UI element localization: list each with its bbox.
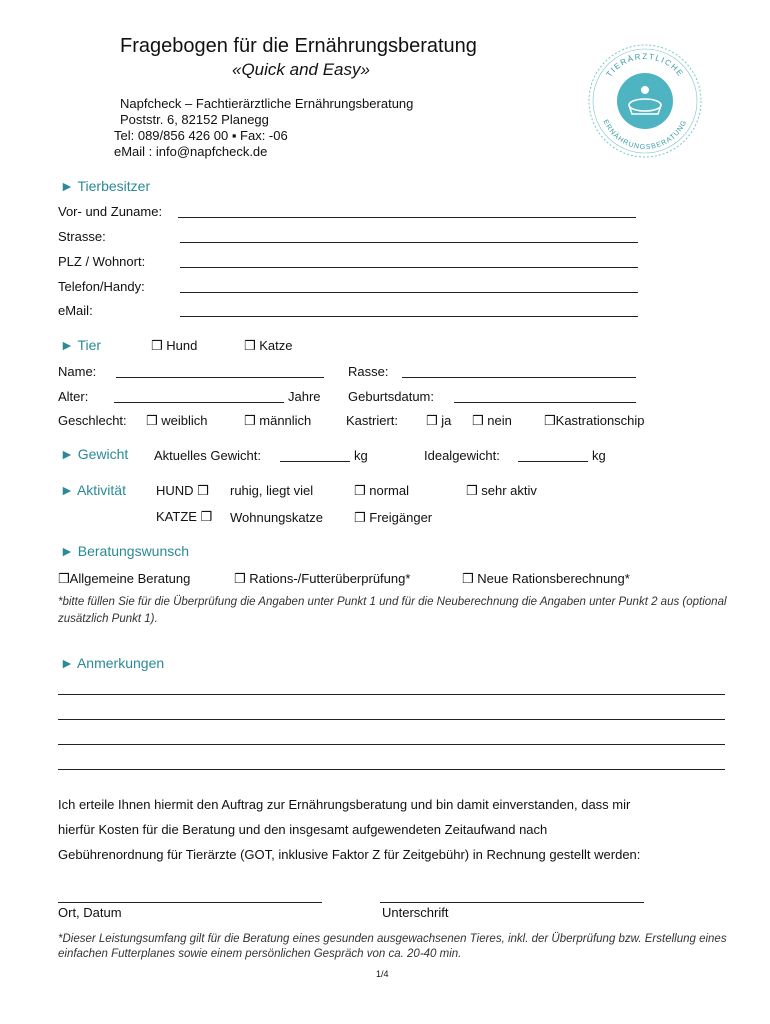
remarks-line-2[interactable] — [58, 719, 725, 720]
animal-birth-field[interactable] — [454, 402, 636, 403]
footnote: *Dieser Leistungsumfang gilt für die Beratung eines gesunden ausgewachsenen Tieres, inkl. der Überprüfung bzw. Erstellung eines einfachen Futterplanes sowie einem persönlichen Gespräch von ca. 20-40 min. — [58, 933, 727, 960]
page-title: Fragebogen für die Ernährungsberatung — [120, 35, 477, 57]
animal-sex-label: Geschlecht: — [58, 413, 127, 428]
signature-label: Unterschrift — [382, 905, 449, 920]
weight-current-label: Aktuelles Gewicht: — [154, 448, 261, 463]
animal-neutered-label: Kastriert: — [346, 413, 399, 428]
consent-line-3: Gebührenordnung für Tierärzte (GOT, inklusive Faktor Z für Zeitgebühr) in Rechnung gestellt werden: — [58, 847, 641, 862]
consult-note: *bitte füllen Sie für die Überprüfung die Angaben unter Punkt 1 und für die Neuberechnung die Angaben unter Punkt 2 aus (optional zusätzlich Punkt 1). — [58, 596, 727, 625]
consult-new-calc-checkbox[interactable]: ❒ Neue Rationsberechnung* — [462, 571, 630, 586]
weight-ideal-label: Idealgewicht: — [424, 448, 500, 463]
seal-logo — [586, 42, 704, 160]
activity-dog-label[interactable]: HUND ❒ — [156, 483, 209, 498]
section-activity-heading: ► Aktivität — [60, 482, 126, 498]
seal-top-text: TIERÄRZTLICHE — [604, 51, 686, 79]
org-email: eMail : info@napfcheck.de — [114, 144, 268, 159]
animal-male-checkbox[interactable]: ❒ männlich — [244, 413, 312, 428]
animal-female-checkbox[interactable]: ❒ weiblich — [146, 413, 208, 428]
activity-cat-label[interactable]: KATZE ❒ — [156, 509, 213, 524]
signature-field[interactable] — [380, 902, 644, 903]
owner-zip-field[interactable] — [180, 267, 638, 268]
section-remarks-heading: ► Anmerkungen — [60, 655, 165, 671]
page-subtitle: «Quick and Easy» — [232, 60, 370, 79]
org-address: Poststr. 6, 82152 Planegg — [120, 112, 269, 127]
animal-age-label: Alter: — [58, 389, 89, 404]
activity-dog-active-checkbox[interactable]: ❒ sehr aktiv — [466, 483, 537, 498]
place-date-label: Ort, Datum — [58, 905, 122, 920]
weight-current-field[interactable] — [280, 461, 350, 462]
animal-name-field[interactable] — [116, 377, 324, 378]
owner-zip-label: PLZ / Wohnort: — [58, 254, 146, 269]
place-date-field[interactable] — [58, 902, 322, 903]
remarks-line-3[interactable] — [58, 744, 725, 745]
remarks-line-4[interactable] — [58, 769, 725, 770]
animal-breed-label: Rasse: — [348, 364, 389, 379]
page-number: 1/4 — [376, 969, 389, 979]
weight-ideal-unit: kg — [592, 448, 606, 463]
owner-email-label: eMail: — [58, 303, 93, 318]
animal-name-label: Name: — [58, 364, 97, 379]
activity-cat-outdoor-checkbox[interactable]: ❒ Freigänger — [354, 510, 433, 525]
weight-current-unit: kg — [354, 448, 368, 463]
activity-cat-indoor: Wohnungskatze — [230, 510, 323, 525]
owner-name-label: Vor- und Zuname: — [58, 204, 163, 219]
owner-street-field[interactable] — [180, 242, 638, 243]
consent-line-1: Ich erteile Ihnen hiermit den Auftrag zur Ernährungsberatung und bin damit einverstanden, dass mir — [58, 797, 631, 812]
animal-years-label: Jahre — [288, 389, 321, 404]
owner-phone-field[interactable] — [180, 292, 638, 293]
animal-neutered-yes-checkbox[interactable]: ❒ ja — [426, 413, 452, 428]
org-phone: Tel: 089/856 426 00 ▪ Fax: -06 — [114, 128, 288, 143]
activity-dog-calm: ruhig, liegt viel — [230, 483, 314, 498]
section-consult-heading: ► Beratungswunsch — [60, 543, 190, 559]
animal-cat-checkbox[interactable]: ❒ Katze — [244, 338, 293, 353]
animal-neutered-no-checkbox[interactable]: ❒ nein — [472, 413, 512, 428]
animal-chip-checkbox[interactable]: ❒Kastrationschip — [544, 413, 645, 428]
animal-dog-checkbox[interactable]: ❒ Hund — [151, 338, 198, 353]
activity-dog-normal-checkbox[interactable]: ❒ normal — [354, 483, 410, 498]
section-animal-heading: ► Tier — [60, 337, 102, 353]
animal-age-field[interactable] — [114, 402, 284, 403]
owner-name-field[interactable] — [178, 217, 636, 218]
animal-birth-label: Geburtsdatum: — [348, 389, 434, 404]
consult-general-checkbox[interactable]: ❒Allgemeine Beratung — [58, 571, 191, 586]
animal-breed-field[interactable] — [402, 377, 636, 378]
section-weight-heading: ► Gewicht — [60, 446, 129, 462]
owner-street-label: Strasse: — [58, 229, 106, 244]
consent-line-2: hierfür Kosten für die Beratung und den insgesamt aufgewendeten Zeitaufwand nach — [58, 822, 548, 837]
owner-phone-label: Telefon/Handy: — [58, 279, 145, 294]
consult-review-checkbox[interactable]: ❒ Rations-/Futterüberprüfung* — [234, 571, 411, 586]
weight-ideal-field[interactable] — [518, 461, 588, 462]
owner-email-field[interactable] — [180, 316, 638, 317]
remarks-line-1[interactable] — [58, 694, 725, 695]
section-owner-heading: ► Tierbesitzer — [60, 178, 151, 194]
org-name: Napfcheck – Fachtierärztliche Ernährungsberatung — [120, 96, 414, 111]
seal-bottom-text: ERNÄHRUNGSBERATUNG — [601, 118, 689, 152]
